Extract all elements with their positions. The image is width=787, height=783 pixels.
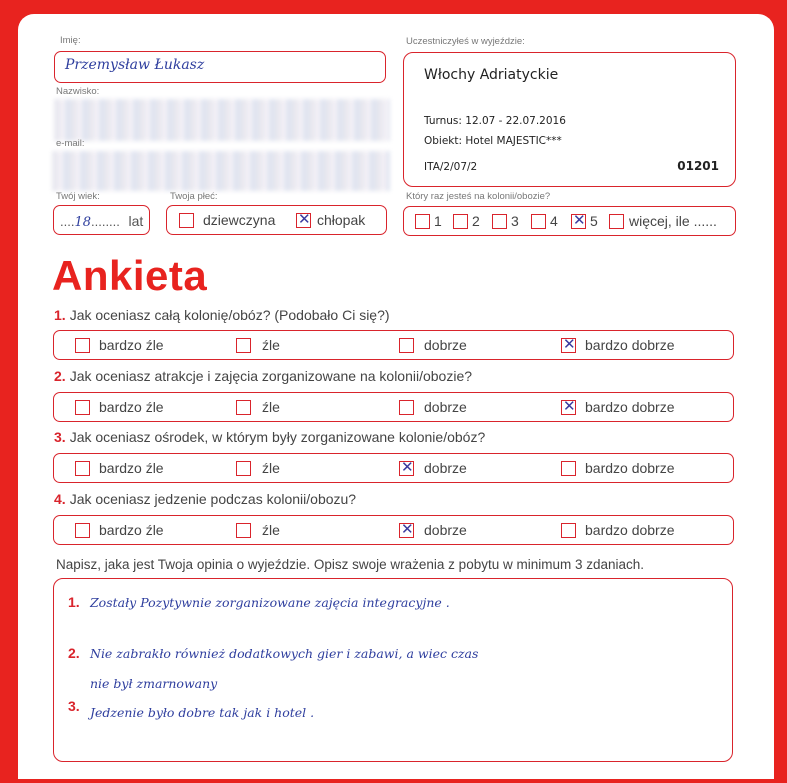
surname-label: Nazwisko: [56,86,100,97]
gender-checkbox-dziewczyna[interactable] [179,213,194,228]
q3-option-bardzo-zle: bardzo źle [99,460,164,476]
times-option-1: 1 [434,213,442,229]
times-option-2: 2 [472,213,480,229]
q2-option-dobrze: dobrze [424,399,467,415]
opinion-line-4: Jedzenie było dobre tak jak i hotel . [90,705,315,720]
times-checkbox-5[interactable] [571,211,586,229]
q3-checkbox-zle[interactable] [236,461,251,476]
survey-title: Ankieta [52,252,208,299]
trip-number: 01201 [677,159,719,173]
q4-option-bardzo-dobrze: bardzo dobrze [585,522,675,538]
q1-checkbox-bardzo-zle[interactable] [75,338,90,353]
times-field [403,206,736,236]
trip-obiekt: Obiekt: Hotel MAJESTIC*** [424,135,562,147]
q4-checkbox-dobrze[interactable] [399,520,414,538]
q1-checkbox-bardzo-dobrze[interactable] [561,335,576,353]
times-option-3: 3 [511,213,519,229]
trip-code: ITA/2/07/2 [424,161,478,173]
gender-option-dziewczyna: dziewczyna [203,212,276,228]
q3-option-zle: źle [262,460,280,476]
q1-checkbox-dobrze[interactable] [399,338,414,353]
age-dots-before: .... [60,214,75,229]
name-field[interactable] [54,51,386,83]
q3-option-dobrze: dobrze [424,460,467,476]
q4-option-zle: źle [262,522,280,538]
q3-checkbox-dobrze[interactable] [399,458,414,476]
question-4: 4. Jak oceniasz jedzenie podczas kolonii/obozu? [54,491,357,507]
email-label: e-mail: [56,138,85,149]
name-label: Imię: [60,35,81,46]
question-2: 2. Jak oceniasz atrakcje i zajęcia zorganizowane na kolonii/obozie? [54,368,473,384]
question-3: 3. Jak oceniasz ośrodek, w którym były zorganizowane kolonie/obóz? [54,429,486,445]
check-mark-icon: ✕ [298,210,311,228]
survey-sheet [18,14,774,779]
q4-checkbox-zle[interactable] [236,523,251,538]
trip-turnus: Turnus: 12.07 - 22.07.2016 [424,115,566,127]
opinion-line-2: Nie zabrakło również dodatkowych gier i zabawi, a wiec czas [90,646,479,661]
times-checkbox-more[interactable] [609,214,624,229]
times-option-4: 4 [550,213,558,229]
q1-checkbox-zle[interactable] [236,338,251,353]
opinion-number-1: 1. [68,594,80,610]
q1-option-dobrze: dobrze [424,337,467,353]
question-3-options [53,453,734,483]
opinion-line-1: Zostały Pozytywnie zorganizowane zajęcia integracyjne . [90,595,450,610]
opinion-number-2: 2. [68,645,80,661]
times-checkbox-2[interactable] [453,214,468,229]
question-1: 1. Jak oceniasz całą kolonię/obóz? (Podobało Ci się?) [54,307,390,323]
gender-option-chlopak: chłopak [317,212,366,228]
times-checkbox-4[interactable] [531,214,546,229]
question-1-options [53,330,734,360]
check-mark-icon: ✕ [563,335,576,353]
question-4-options [53,515,734,545]
q4-option-bardzo-zle: bardzo źle [99,522,164,538]
age-field[interactable] [53,205,150,235]
opinion-number-3: 3. [68,698,80,714]
check-mark-icon: ✕ [573,211,586,229]
age-label: Twój wiek: [56,191,100,202]
check-mark-icon: ✕ [563,397,576,415]
q1-option-zle: źle [262,337,280,353]
surname-redacted [54,99,390,141]
q3-checkbox-bardzo-zle[interactable] [75,461,90,476]
q1-option-bardzo-dobrze: bardzo dobrze [585,337,675,353]
q2-option-bardzo-zle: bardzo źle [99,399,164,415]
age-dots-after: ........ [91,214,120,229]
opinion-prompt: Napisz, jaka jest Twoja opinia o wyjeździe. Opisz swoje wrażenia z pobytu w minimum 3 zdaniach. [56,557,645,572]
gender-label: Twoja płeć: [170,191,218,202]
participated-label: Uczestniczyłeś w wyjeździe: [406,36,525,47]
trip-info-box [403,52,736,187]
trip-destination: Włochy Adriatyckie [424,67,559,83]
age-unit: lat [128,213,144,229]
q2-option-zle: źle [262,399,280,415]
times-label: Który raz jesteś na kolonii/obozie? [406,191,551,202]
gender-field [166,205,387,235]
question-2-options [53,392,734,422]
gender-checkbox-chlopak[interactable] [296,210,311,228]
q2-option-bardzo-dobrze: bardzo dobrze [585,399,675,415]
q2-checkbox-zle[interactable] [236,400,251,415]
times-checkbox-3[interactable] [492,214,507,229]
name-value: Przemysław Łukasz [65,57,205,73]
opinion-line-3: nie był zmarnowany [90,676,218,691]
q2-checkbox-dobrze[interactable] [399,400,414,415]
q1-option-bardzo-zle: bardzo źle [99,337,164,353]
q4-checkbox-bardzo-dobrze[interactable] [561,523,576,538]
q4-checkbox-bardzo-zle[interactable] [75,523,90,538]
times-option-more: więcej, ile ...... [629,213,717,229]
q3-option-bardzo-dobrze: bardzo dobrze [585,460,675,476]
email-redacted [52,151,390,191]
check-mark-icon: ✕ [401,520,414,538]
q4-option-dobrze: dobrze [424,522,467,538]
times-checkbox-1[interactable] [415,214,430,229]
check-mark-icon: ✕ [401,458,414,476]
q2-checkbox-bardzo-zle[interactable] [75,400,90,415]
opinion-textarea[interactable] [53,578,733,762]
age-value: 18 [74,215,91,230]
q2-checkbox-bardzo-dobrze[interactable] [561,397,576,415]
q3-checkbox-bardzo-dobrze[interactable] [561,461,576,476]
times-option-5: 5 [590,213,598,229]
